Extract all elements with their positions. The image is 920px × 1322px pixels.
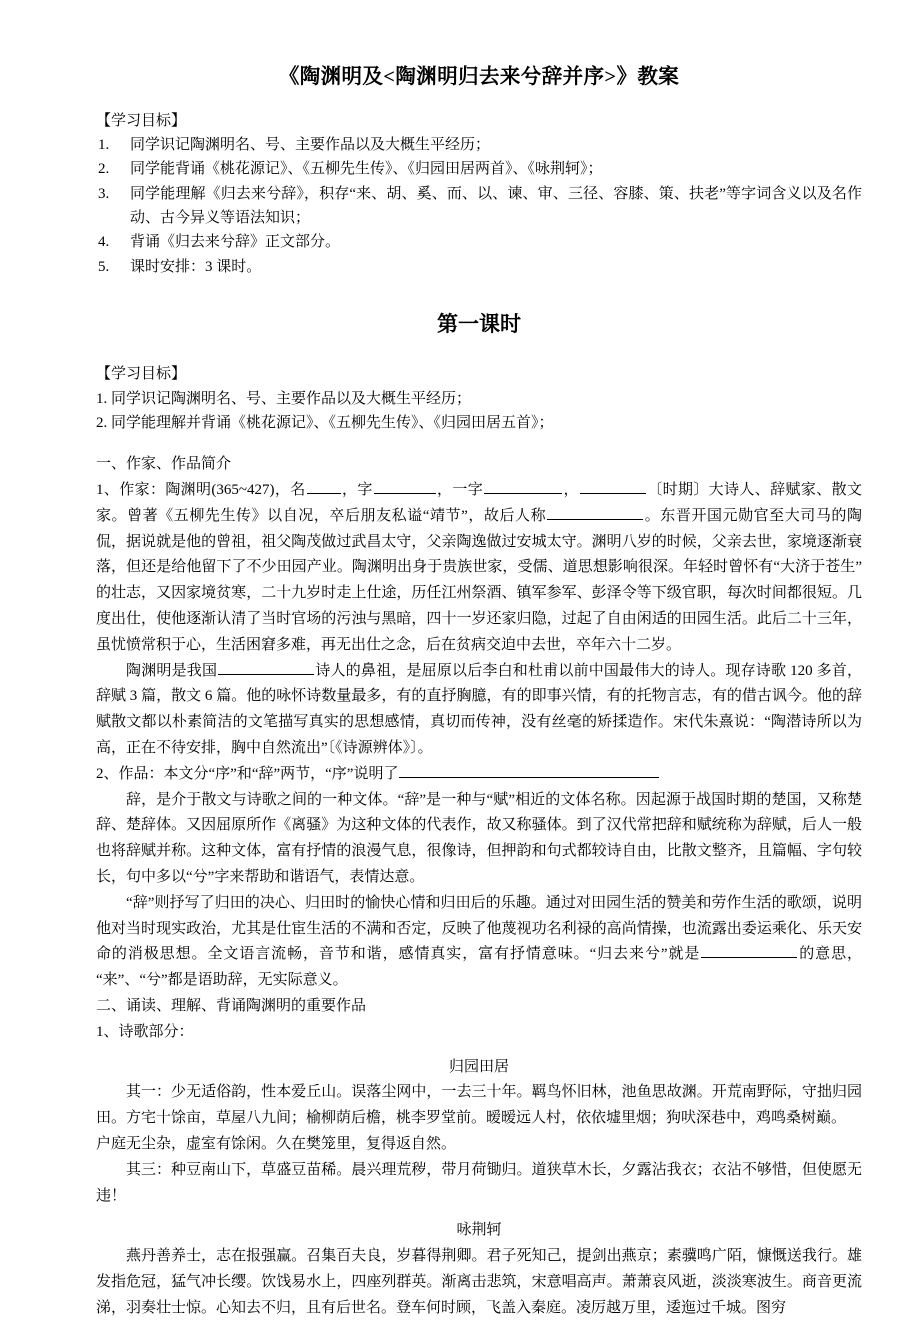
- objectives-heading: 【学习目标】: [96, 112, 187, 129]
- author-text-e: 〔时期〕大诗人、辞赋家、散文家。曾著《五柳先生传》以自况，卒后朋友私谥“靖节”，故后人称: [96, 482, 862, 524]
- ci-meaning-text-b: 的意思，“来”、“兮”都是语助辞，无实际意义。: [96, 946, 862, 989]
- poem-stanza: 其三：种豆南山下，草盛豆苗稀。晨兴理荒秽，带月荷锄归。道狭草木长，夕露沾我衣；衣沾不够惜，但使愿无违！: [96, 1161, 862, 1204]
- blank-guiqulaixi-meaning[interactable]: [701, 942, 797, 958]
- list-marker: 3.: [98, 185, 110, 202]
- author-text-d: ，: [563, 482, 579, 499]
- list-item-text: 课时安排：3 课时。: [130, 258, 262, 275]
- ci-meaning-paragraph: [96, 891, 862, 994]
- poem-stanza: 燕丹善养士，志在报强赢。召集百夫良，岁暮得荆卿。君子死知己，提剑出燕京；素骥鸣广陌，慷慨送我行。雄发指危冠，猛气冲长缨。饮饯易水上，四座列群英。渐离击悲筑，宋意唱高声。萧萧哀风逝，淡淡寒波生。商音更流涕，羽奏壮士惊。心知去不归，且有后世名。登车何时顾，飞盖入秦庭。凌厉越万里，逶迤过千城。图穷: [96, 1248, 862, 1316]
- lesson-objective-1: 1. 同学识记陶渊明名、号、主要作品以及大概生平经历；: [96, 390, 472, 407]
- author-text-a: 陶渊明(365~427)，名: [165, 482, 306, 499]
- poem-title-yongjingke: 咏荆轲: [456, 1222, 502, 1239]
- author-paragraph-2: [96, 659, 862, 762]
- blank-period[interactable]: [580, 478, 646, 494]
- list-item: [96, 230, 862, 254]
- list-item-text: 同学能理解《归去来兮辞》，积存“来、胡、奚、而、以、谏、审、三径、容膝、策、扶老”等字词含义以及名作动、古今异义等语法知识；: [130, 185, 862, 226]
- poem-title-guiyuantianju: 归园田居: [448, 1058, 509, 1075]
- para2-text-a: 陶渊明是我国: [126, 662, 218, 679]
- author-text-f: 。东晋开国元勋官至大司马的陶侃，据说就是他的曾祖，祖父陶茂做过武昌太守，父亲陶逸做过安城太守。渊明八岁的时候，父亲去世，家境逐渐衰落，但还是给他留下了不少田园产业。陶渊明出身于贵族世家，受儒、道思想影响很深。年轻时曾怀有“大济于苍生”的壮志，又因家境贫寒，二十九岁时走上仕途，历任江州祭酒、镇军参军、彭泽令等下级官职，每次时间都很短。几度出仕，使他逐渐认清了当时官场的污浊与黑暗，四十一岁还家归隐，过起了自由闲适的田园生活。此后二十三年，虽忧愤常积于心，生活困窘多难，再无出仕之念，后在贫病交迫中去世，卒年六十二岁。: [96, 507, 862, 653]
- list-item-text: 背诵《归去来兮辞》正文部分。: [130, 234, 341, 251]
- part-two-heading: 二、诵读、理解、背诵陶渊明的重要作品: [96, 997, 367, 1014]
- blank-preface-explains[interactable]: [399, 762, 659, 778]
- list-item-text: 同学识记陶渊明名、号、主要作品以及大概生平经历；: [130, 137, 491, 154]
- works-paragraph: [96, 762, 862, 788]
- list-marker: 1.: [98, 137, 110, 154]
- list-marker: 4.: [98, 234, 110, 251]
- blank-alt-name[interactable]: [484, 478, 562, 494]
- lesson-objectives-heading: 【学习目标】: [96, 366, 187, 383]
- blank-posthumous-title[interactable]: [547, 504, 643, 520]
- blank-courtesy-name[interactable]: [374, 478, 436, 494]
- lesson-objective-2: 2. 同学能理解并背诵《桃花源记》、《五柳先生传》、《归园田居五首》；: [96, 414, 554, 431]
- ci-definition-paragraph: 辞，是介于散文与诗歌之间的一种文体。“辞”是一种与“赋”相近的文体名称。因起源于战国时期的楚国，又称楚辞、楚辞体。又因屈原所作《离骚》为这种文体的代表作，故又称骚体。到了汉代常把辞和赋统称为辞赋，后人一般也将辞赋并称。这种文体，富有抒情的浪漫气息，很像诗，但押韵和句式都较诗自由，比散文整齐，且篇幅、字句较长，句中多以“兮”字来帮助和谐语气，表情达意。: [96, 791, 862, 885]
- author-text-b: ，字: [341, 482, 373, 499]
- objectives-list: [96, 133, 862, 279]
- list-marker: 2.: [98, 161, 110, 178]
- part-one-heading: 一、作家、作品简介: [96, 456, 232, 473]
- blank-poet-school[interactable]: [218, 659, 314, 675]
- list-item: [96, 157, 862, 181]
- list-item: [96, 133, 862, 157]
- part-two-subheading: 1、诗歌部分：: [96, 1023, 194, 1040]
- works-text-a: 2、作品：本文分“序”和“辞”两节，“序”说明了: [96, 765, 399, 782]
- author-label: 1、作家：: [96, 482, 166, 499]
- author-text-c: ，一字: [436, 482, 484, 499]
- page-title: 《陶渊明及<陶渊明归去来兮辞并序>》教案: [278, 66, 680, 88]
- ci-meaning-text-a: “辞”则抒写了归田的决心、归田时的愉快心情和归田后的乐趣。通过对田园生活的赞美和劳作生活的歌颂，说明他对当时现实政治，尤其是仕宦生活的不满和否定，反映了他蔑视功名利禄的高尚情操，也流露出委运乘化、乐天安命的消极思想。全文语言流畅，音节和谐，感情真实，富有抒情意味。“归去来兮”就是: [96, 894, 862, 963]
- poem-stanza: 户庭无尘杂，虚室有馀闲。久在樊笼里，复得返自然。: [96, 1135, 457, 1152]
- para2-text-b: 诗人的鼻祖，是屈原以后李白和杜甫以前中国最伟大的诗人。现存诗歌 120 多首，辞赋 3 篇，散文 6 篇。他的咏怀诗数量最多，有的直抒胸臆，有的即事兴情，有的托物言志，有的借古讽今。他的辞赋散文都以朴素简洁的文笔描写真实的思想感情，真切而传神，没有丝毫的矫揉造作。宋代朱熹说：“陶潜诗所以为高，正在不待安排，胸中自然流出”〔《诗源辨体》〕。: [96, 662, 862, 756]
- lesson-heading: 第一课时: [437, 311, 521, 336]
- list-item: [96, 255, 862, 279]
- list-item-text: 同学能背诵《桃花源记》、《五柳先生传》、《归园田居两首》、《咏荆轲》；: [130, 161, 603, 178]
- blank-name[interactable]: [307, 478, 341, 494]
- author-paragraph: [96, 478, 862, 659]
- list-marker: 5.: [98, 258, 110, 275]
- list-item: [96, 182, 862, 231]
- poem-stanza: 其一：少无适俗韵，性本爱丘山。误落尘网中，一去三十年。羁鸟怀旧林，池鱼思故渊。开荒南野际，守拙归园田。方宅十馀亩，草屋八九间；榆柳荫后檐，桃李罗堂前。暧暧远人村，依依墟里烟；狗吠深巷中，鸡鸣桑树巅。: [96, 1084, 862, 1127]
